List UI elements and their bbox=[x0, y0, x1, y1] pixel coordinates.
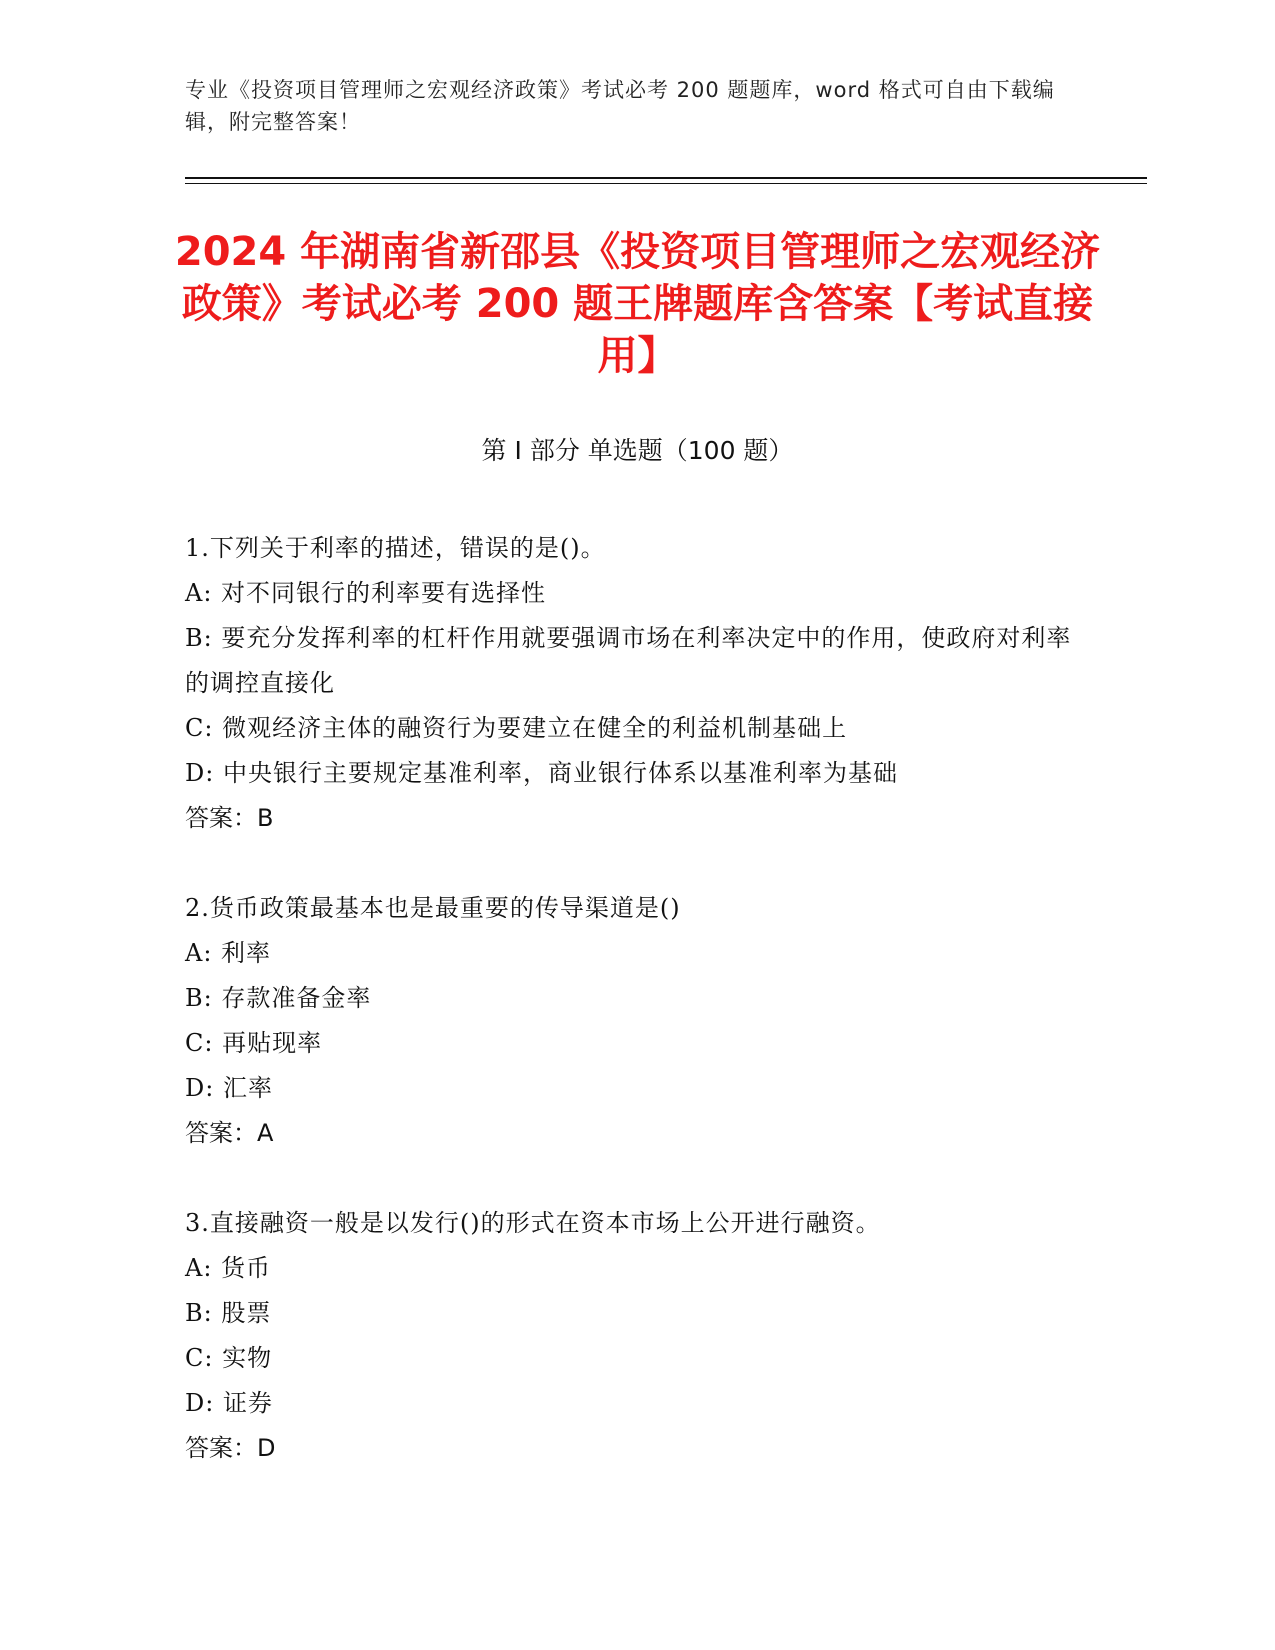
question-2 bbox=[185, 886, 1085, 1156]
question-1 bbox=[185, 526, 1085, 841]
option-d: D: 证券 bbox=[185, 1389, 273, 1417]
option-a: A: 利率 bbox=[185, 939, 272, 967]
answer: 答案：A bbox=[185, 1119, 274, 1147]
option-c: C: 再贴现率 bbox=[185, 1029, 323, 1057]
question-stem: 1.下列关于利率的描述，错误的是()。 bbox=[185, 534, 606, 562]
answer: 答案：B bbox=[185, 804, 274, 832]
question-stem: 3.直接融资一般是以发行()的形式在资本市场上公开进行融资。 bbox=[185, 1209, 881, 1237]
section-heading: 第 I 部分 单选题（100 题） bbox=[481, 436, 794, 465]
option-a: A: 货币 bbox=[185, 1254, 272, 1282]
header-rule-thick bbox=[185, 177, 1147, 179]
document-title: 2024 年湖南省新邵县《投资项目管理师之宏观经济政策》考试必考 200 题王牌题库含答案【考试直接用】 bbox=[174, 229, 1101, 379]
question-stem: 2.货币政策最基本也是最重要的传导渠道是() bbox=[185, 894, 681, 922]
answer: 答案：D bbox=[185, 1434, 276, 1462]
option-b: B: 股票 bbox=[185, 1299, 272, 1327]
option-d: D: 汇率 bbox=[185, 1074, 273, 1102]
question-list bbox=[185, 526, 1085, 1516]
option-c: C: 实物 bbox=[185, 1344, 273, 1372]
option-a: A: 对不同银行的利率要有选择性 bbox=[185, 579, 547, 607]
option-c: C: 微观经济主体的融资行为要建立在健全的利益机制基础上 bbox=[185, 714, 848, 742]
option-b: B: 要充分发挥利率的杠杆作用就要强调市场在利率决定中的作用，使政府对利率的调控直接化 bbox=[185, 624, 1072, 697]
question-3 bbox=[185, 1201, 1085, 1471]
header-note: 专业《投资项目管理师之宏观经济政策》考试必考 200 题题库，word 格式可自由下载编辑，附完整答案！ bbox=[185, 78, 1055, 134]
option-b: B: 存款准备金率 bbox=[185, 984, 372, 1012]
option-d: D: 中央银行主要规定基准利率，商业银行体系以基准利率为基础 bbox=[185, 759, 898, 787]
header-rule-thin bbox=[185, 183, 1147, 184]
